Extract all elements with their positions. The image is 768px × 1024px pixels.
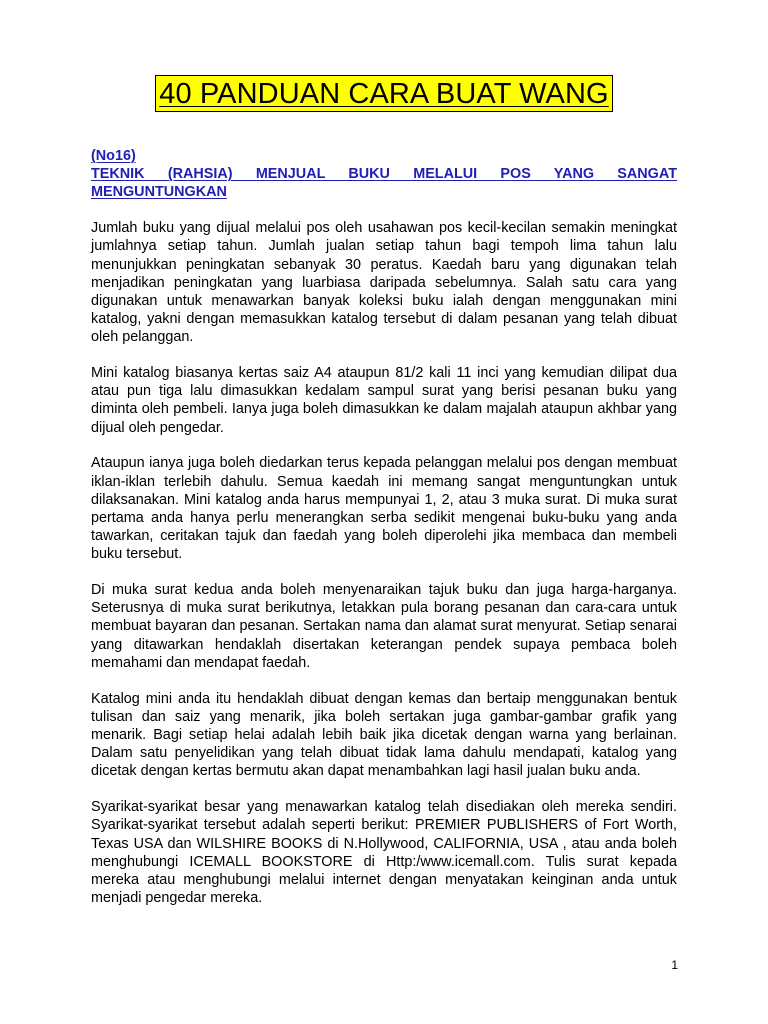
paragraph-3: Ataupun ianya juga boleh diedarkan terus kepada pelanggan melalui pos dengan membuat iklan-iklan terlebih dahulu. Semua kaedah ini memang sangat menguntungkan untuk dilaksanakan. Mini katalog anda harus mempunyai 1, 2, atau 3 muka surat. Di muka surat pertama anda hanya perlu menerangkan serba sedikit mengenai buku-buku yang anda tawarkan, ceritakan tajuk dan faedah yang boleh diperolehi jika membaca dan membeli buku tersebut. <box>91 455 677 563</box>
section-heading-line-1: TEKNIK (RAHSIA) MENJUAL BUKU MELALUI POS YANG SANGAT <box>91 166 677 183</box>
page-number: 1 <box>671 958 678 972</box>
section-heading-line-2: MENGUNTUNGKAN <box>91 184 227 201</box>
section-heading <box>91 147 677 202</box>
title-container <box>0 75 768 112</box>
paragraph-1: Jumlah buku yang dijual melalui pos oleh usahawan pos kecil-kecilan semakin meningkat jumlahnya setiap tahun. Jumlah jualan setiap tahun bagi tempoh lima tahun lalu menunjukkan peningkatan sebanyak 30 peratus. Kaedah baru yang digunakan telah menjadikan peningkatan yang luarbiasa daripada sebelumnya. Salah satu cara yang digunakan untuk menawarkan banyak koleksi buku ialah dengan menggunakan mini katalog, yakni dengan memasukkan katalog tersebut di dalam pesanan yang telah dibuat oleh pelanggan. <box>91 220 677 346</box>
paragraph-5: Katalog mini anda itu hendaklah dibuat dengan kemas dan bertaip menggunakan bentuk tulisan dan saiz yang menarik, jika boleh sertakan juga gambar-gambar grafik yang menarik. Bagi setiap helai adalah lebih baik jika dicetak dengan warna yang berlainan. Dalam satu penyelidikan yang telah dibuat tidak lama dahulu mendapati, katalog yang dicetak dengan kertas bermutu akan dapat menambahkan lagi hasil jualan buku anda. <box>91 690 677 780</box>
section-number: (No16) <box>91 148 136 164</box>
paragraph-4: Di muka surat kedua anda boleh menyenaraikan tajuk buku dan juga harga-harganya. Seterusnya di muka surat berikutnya, letakkan pula borang pesanan dan cara-cara untuk membuat bayaran dan pesanan. Sertakan nama dan alamat surat menyurat. Setiap senarai yang ditawarkan hendaklah disertakan keterangan pendek supaya pembaca boleh memahami dan mendapat faedah. <box>91 582 677 671</box>
document-title: 40 PANDUAN CARA BUAT WANG <box>155 75 612 112</box>
document-body <box>91 147 677 907</box>
paragraph-2: Mini katalog biasanya kertas saiz A4 ataupun 81/2 kali 11 inci yang kemudian dilipat dua atau pun tiga lalu dimasukkan kedalam sampul surat yang berisi pesanan buku yang diminta oleh pembeli. Ianya juga boleh dimasukkan ke dalam majalah ataupun akhbar yang dijual oleh pengedar. <box>91 365 677 436</box>
paragraph-6: Syarikat-syarikat besar yang menawarkan katalog telah disediakan oleh mereka sendiri. Syarikat-syarikat tersebut adalah seperti berikut: PREMIER PUBLISHERS of Fort Worth, Texas USA dan WILSHIRE BOOKS di N.Hollywood, CALIFORNIA, USA , atau anda boleh menghubungi ICEMALL BOOKSTORE di Http:/www.icemall.com. Tulis surat kepada mereka atau menghubungi melalui internet dengan menyatakan keinginan anda untuk menjadi pengedar mereka. <box>91 799 677 907</box>
